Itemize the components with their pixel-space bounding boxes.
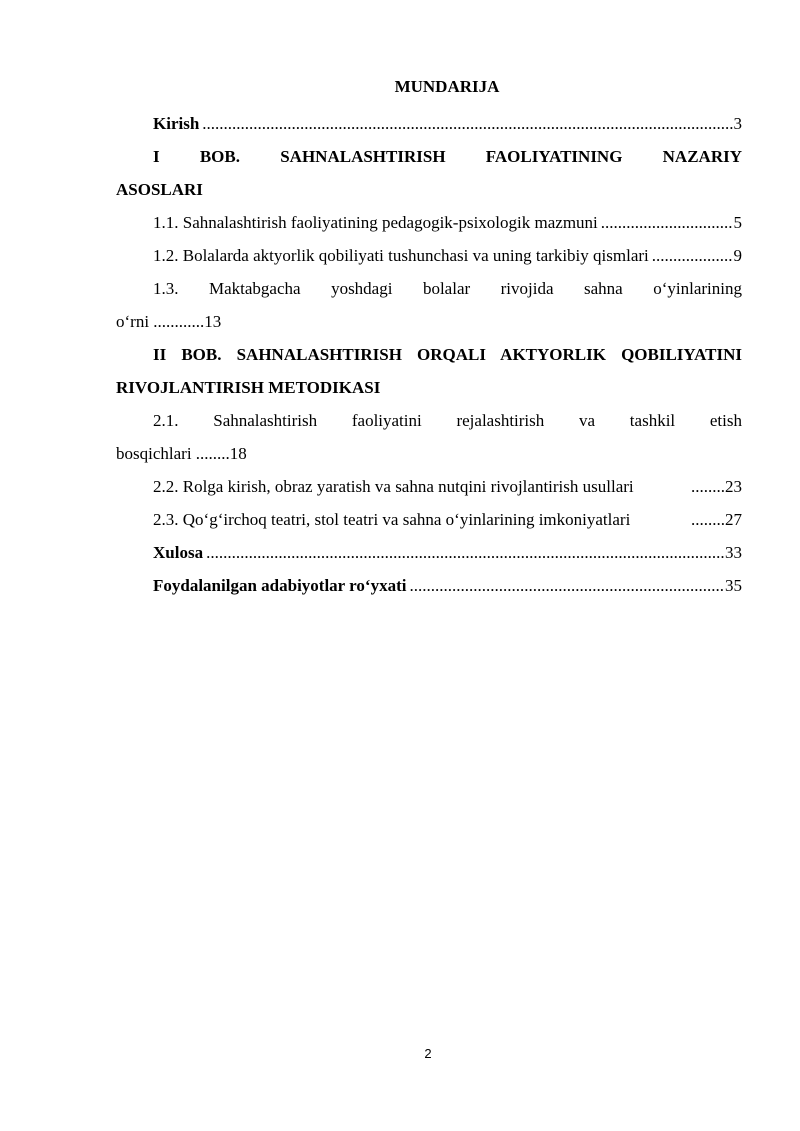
toc-entry-1-2[interactable] <box>116 239 742 272</box>
toc-page-number: 5 <box>733 213 742 232</box>
toc-entry-label-line2: bosqichlari ........18 <box>116 444 247 463</box>
toc-entry-label: Foydalanilgan adabiyotlar ro‘yxati <box>153 576 407 595</box>
toc-entry-adabiyotlar[interactable] <box>116 569 742 602</box>
toc-page-number: 33 <box>725 543 742 562</box>
page-number: 2 <box>424 1046 432 1061</box>
toc-entry-label-line1: 2.1. Sahnalashtirish faoliyatini rejalashtirish va tashkil etish <box>153 411 742 430</box>
toc-page-number: ........23 <box>691 477 742 496</box>
toc-entry-2-2[interactable] <box>116 470 742 503</box>
toc-chapter-label-line1: II BOB. SAHNALASHTIRISH ORQALI AKTYORLIK QOBILIYATINI <box>153 345 742 364</box>
toc-chapter-label-line2: ASOSLARI <box>116 180 203 199</box>
toc-chapter-1[interactable] <box>116 140 742 206</box>
toc-entry-1-3[interactable] <box>116 272 742 338</box>
toc-entry-label: 2.2. Rolga kirish, obraz yaratish va sahna nutqini rivojlantirish usullari <box>153 477 634 496</box>
toc-entry-2-1[interactable] <box>116 404 742 470</box>
toc-page-number: 9 <box>733 246 742 265</box>
toc-entry-label: 1.2. Bolalarda aktyorlik qobiliyati tushunchasi va uning tarkibiy qismlari <box>153 246 649 265</box>
toc-entry-1-1[interactable] <box>116 206 742 239</box>
toc-entry-2-3[interactable] <box>116 503 742 536</box>
toc-chapter-label-line1: I BOB. SAHNALASHTIRISH FAOLIYATINING NAZARIY <box>153 147 742 166</box>
toc-entry-xulosa[interactable] <box>116 536 742 569</box>
toc-leader-dots <box>202 107 732 140</box>
table-of-contents <box>116 107 742 602</box>
toc-chapter-label-line2: RIVOJLANTIRISH METODIKASI <box>116 378 381 397</box>
toc-entry-label: 2.3. Qo‘g‘irchoq teatri, stol teatri va sahna o‘yinlarining imkoniyatlari <box>153 510 631 529</box>
toc-entry-label: 1.1. Sahnalashtirish faoliyatining pedagogik-psixologik mazmuni <box>153 213 598 232</box>
toc-leader-dots <box>652 239 733 272</box>
toc-page-number: 3 <box>733 114 742 133</box>
toc-entry-label-line1: 1.3. Maktabgacha yoshdagi bolalar rivojida sahna o‘yinlarining <box>153 279 742 298</box>
toc-entry-label: Kirish <box>153 114 200 133</box>
toc-chapter-2[interactable] <box>116 338 742 404</box>
toc-leader-dots <box>206 536 724 569</box>
page-title: MUNDARIJA <box>394 77 500 96</box>
toc-entry-label-line2: o‘rni ............13 <box>116 312 222 331</box>
toc-page-number: ........27 <box>691 510 742 529</box>
toc-page-number: 35 <box>725 576 742 595</box>
toc-leader-dots <box>601 206 733 239</box>
toc-entry-label: Xulosa <box>153 543 204 562</box>
toc-leader-dots <box>409 569 724 602</box>
toc-entry-kirish[interactable] <box>116 107 742 140</box>
